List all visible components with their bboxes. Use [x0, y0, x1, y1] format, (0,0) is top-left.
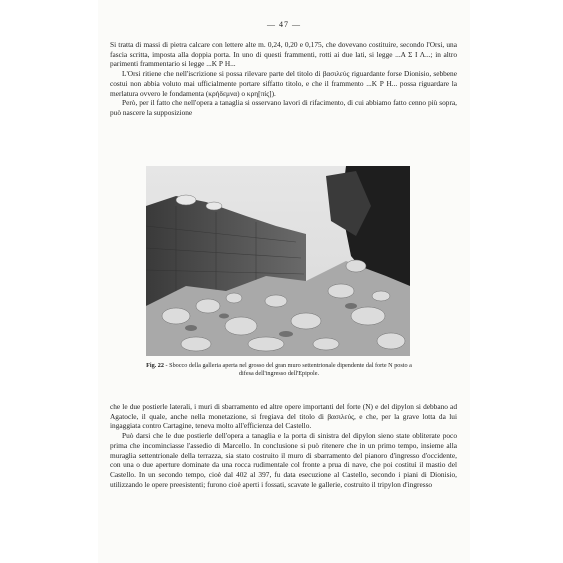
paragraph-2: L'Orsi ritiene che nell'iscrizione si possa rilevare parte del titolo di βασιλεύς riguardante forse Dionisio, sebbene costui non abbia voluto mai ufficialmente portare siffatto titolo, e che il frammento ...Κ Ρ Η... possa riguardare la merlatura ovvero le fondamenta (κρήδεμνα) o κρη[πίς]). — [110, 69, 457, 98]
book-page — [98, 0, 470, 563]
top-text-block — [110, 40, 457, 118]
figure-number: Fig. 22 — [146, 362, 164, 369]
figure-caption — [146, 362, 412, 378]
figure-caption-text: - Sbocco della galleria aperta nel grosso del gran muro settentrionale dipendente dal forte N posto a difesa dell'ingresso dell'Epipole. — [163, 362, 412, 377]
figure-photo — [146, 166, 410, 356]
page-number: — 47 — — [267, 20, 301, 29]
bottom-text-block — [110, 402, 457, 489]
paragraph-3: Però, per il fatto che nell'opera a tanaglia si osservano lavori di rifacimento, di cui abbiamo fatto cenno più sopra, può nascere la supposizione — [110, 98, 457, 117]
ruins-photo-illustration — [146, 166, 410, 356]
paragraph-5: Può darsi che le due postierle dell'opera a tanaglia e la porta di sinistra del dipylon sieno state obliterate poco prima che incominciasse l'assedio di Marcello. In conclusione si può ritenere che in un primo tempo, insieme alla muraglia settentrionale della terrazza, sia stato costruito il muro di sbarramento del pianoro d'ingresso d'occidente, con una o due aperture dominate da una rocca rudimentale col fronte a prua di nave, che poi costituì il mastio del Castello. In un secondo tempo, cioè dal 402 al 397, fu data esecuzione al Castello, secondo i piani di Dionisio, utilizzando le opere preesistenti; furono cioè aperti i fossati, scavate le gallerie, costruito il tripylon d'ingresso — [110, 431, 457, 489]
paragraph-1: Si tratta di massi di pietra calcare con lettere alte m. 0,24, 0,20 e 0,175, che dovevano costituire, secondo l'Orsi, una fascia scritta, imposta alla doppia porta. In uno di questi frammenti, rotti ai due lati, si legge ...Α Σ Ι Λ...; in altro parimenti frammentario si legge ...Κ Ρ Η... — [110, 40, 457, 69]
paragraph-4: che le due postierle laterali, i muri di sbarramento ed altre opere importanti del forte (N) e del dipylon si debbano ad Agatocle, il quale, anche nella monetazione, si fregiava del titolo di βασιλεύς, e che, per la grave lotta da lui ingaggiata contro Cartagine, teneva molto all'efficienza del Castello. — [110, 402, 457, 431]
